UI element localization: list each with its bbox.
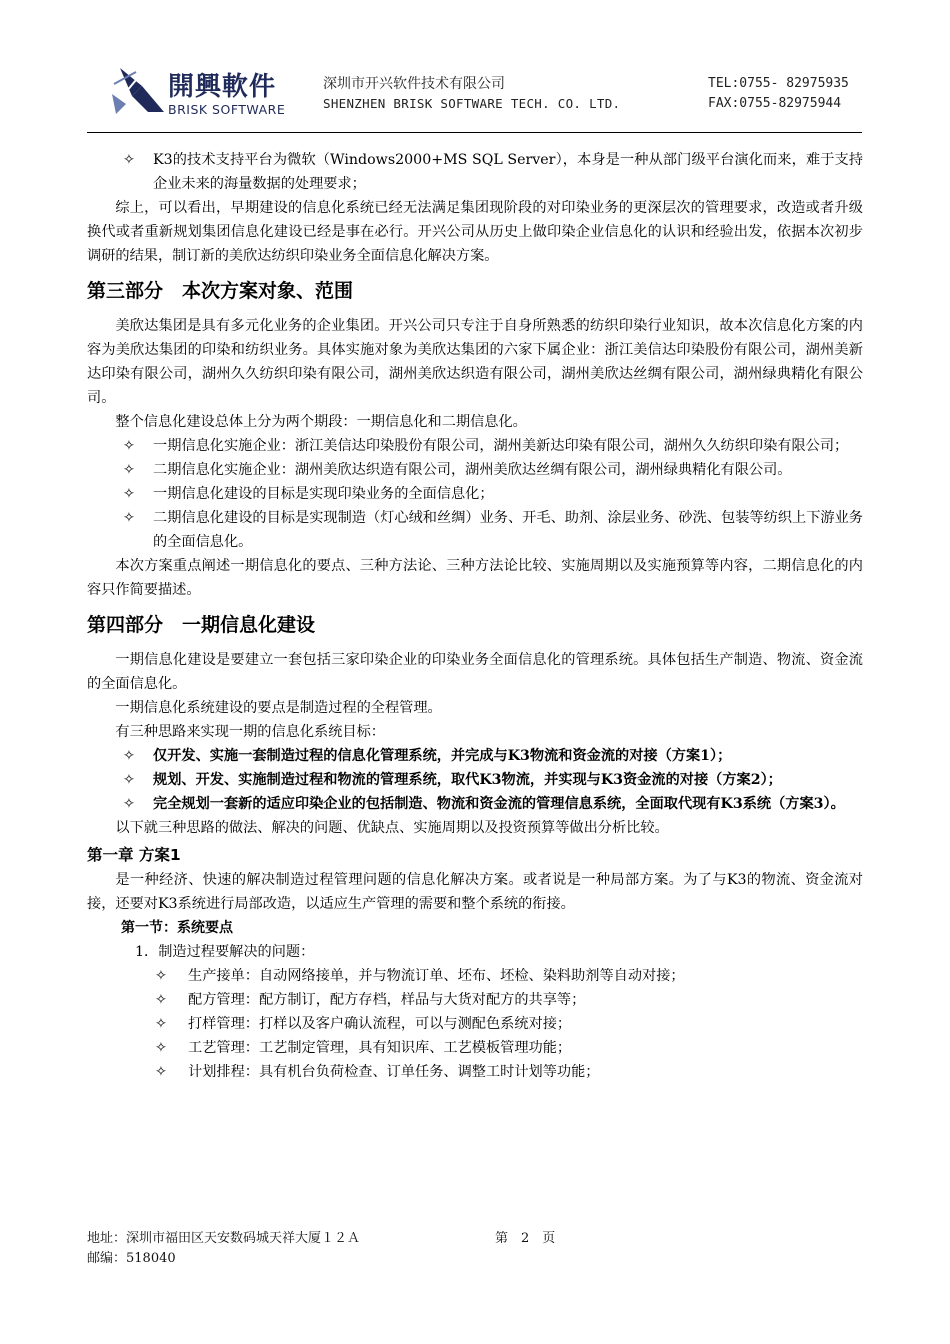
paragraph: 是一种经济、快速的解决制造过程管理问题的信息化解决方案。或者说是一种局部方案。为了与K3的物流、资金流对接，还要对K3系统进行局部改造，以适应生产管理的需要和整个系统的衔接。	[87, 872, 863, 912]
bullet-diamond-icon: ✧	[123, 462, 135, 478]
page-number: 第 2 页	[495, 1231, 556, 1246]
chapter-heading: 第一章 方案1	[87, 846, 181, 864]
bullet-item-bold: ✧ 完全规划一套新的适应印染企业的包括制造、物流和资金流的管理信息系统，全面取代现有K3系统（方案3）。	[87, 792, 863, 816]
bullet-diamond-icon: ✧	[155, 968, 167, 984]
section-heading-part3: 第三部分 本次方案对象、范围	[87, 280, 354, 302]
logo-english-name: BRISK SOFTWARE	[168, 102, 286, 117]
fax: FAX:0755-82975944	[708, 96, 842, 111]
section-heading-part4: 第四部分 一期信息化建设	[87, 614, 316, 636]
bullet-item-bold: ✧ 仅开发、实施一套制造过程的信息化管理系统，并完成与K3物流和资金流的对接（方案1）；	[87, 744, 863, 768]
paragraph: 本次方案重点阐述一期信息化的要点、三种方法论、三种方法论比较、实施周期以及实施预算等内容，二期信息化的内容只作简要描述。	[87, 558, 863, 598]
bullet-diamond-icon: ✧	[155, 1064, 167, 1080]
bullet-diamond-icon: ✧	[123, 796, 135, 812]
bullet-item: ✧ K3的技术支持平台为微软（Windows2000+MS SQL Server），本身是一种从部门级平台演化而来，难于支持企业未来的海量数据的处理要求；	[87, 148, 863, 196]
paragraph: 以下就三种思路的做法、解决的问题、优缺点、实施周期以及投资预算等做出分析比较。	[115, 820, 669, 836]
bullet-item: ✧ 二期信息化建设的目标是实现制造（灯心绒和丝绸）业务、开毛、助剂、涂层业务、砂洗、包装等纺织上下游业务的全面信息化。	[87, 506, 863, 554]
sub-bullet-item: ✧ 生产接单：自动网络接单，并与物流订单、坯布、坯检、染料助剂等自动对接；	[87, 964, 863, 988]
footer-postcode: 邮编：518040	[87, 1251, 176, 1266]
header-divider	[87, 132, 862, 133]
sub-bullet-item: ✧ 工艺管理：工艺制定管理，具有知识库、工艺模板管理功能；	[87, 1036, 863, 1060]
bullet-item: ✧ 二期信息化实施企业：湖州美欣达织造有限公司，湖州美欣达丝绸有限公司，湖州绿典精化有限公司。	[87, 458, 863, 482]
paragraph: 一期信息化系统建设的要点是制造过程的全程管理。	[115, 700, 442, 716]
logo-mark-icon	[112, 64, 166, 118]
telephone: TEL:0755- 82975935	[708, 76, 849, 91]
paragraph: 综上，可以看出，早期建设的信息化系统已经无法满足集团现阶段的对印染业务的更深层次的管理要求，改造或者升级换代或者重新规划集团信息化建设已经是事在必行。开兴公司从历史上做印染企业信息化的认识和经验出发，依据本次初步调研的结果，制订新的美欣达纺织印染业务全面信息化解决方案。	[87, 200, 863, 264]
sub-bullet-item: ✧ 打样管理：打样以及客户确认流程，可以与测配色系统对接；	[87, 1012, 863, 1036]
company-name-en: SHENZHEN BRISK SOFTWARE TECH. CO. LTD.	[323, 96, 621, 111]
numbered-item: 1．制造过程要解决的问题：	[135, 944, 315, 960]
paragraph: 美欣达集团是具有多元化业务的企业集团。开兴公司只专注于自身所熟悉的纺织印染行业知识，故本次信息化方案的内容为美欣达集团的印染和纺织业务。具体实施对象为美欣达集团的六家下属企业：浙江美信达印染股份有限公司，湖州美新达印染有限公司，湖州久久纺织印染有限公司，湖州美欣达织造有限公司，湖州美欣达丝绸有限公司，湖州绿典精化有限公司。	[87, 318, 863, 406]
bullet-item: ✧ 一期信息化实施企业：浙江美信达印染股份有限公司，湖州美新达印染有限公司，湖州久久纺织印染有限公司；	[87, 434, 863, 458]
paragraph: 有三种思路来实现一期的信息化系统目标：	[115, 724, 385, 740]
subsection-heading: 第一节：系统要点	[121, 920, 233, 936]
logo-chinese-name: 開興軟件	[168, 72, 277, 102]
bullet-item-bold: ✧ 规划、开发、实施制造过程和物流的管理系统，取代K3物流，并实现与K3资金流的对接（方案2）；	[87, 768, 863, 792]
sub-bullet-item: ✧ 计划排程：具有机台负荷检查、订单任务、调整工时计划等功能；	[87, 1060, 863, 1084]
sub-bullet-item: ✧ 配方管理：配方制订，配方存档，样品与大货对配方的共享等；	[87, 988, 863, 1012]
company-name-block	[323, 74, 620, 114]
bullet-diamond-icon: ✧	[123, 772, 135, 788]
bullet-diamond-icon: ✧	[155, 1016, 167, 1032]
bullet-diamond-icon: ✧	[123, 438, 135, 454]
bullet-diamond-icon: ✧	[123, 510, 135, 526]
footer-address: 地址：深圳市福田区天安数码城天祥大厦１２Ａ	[87, 1231, 361, 1246]
company-logo	[112, 62, 292, 124]
paragraph: 整个信息化建设总体上分为两个期段：一期信息化和二期信息化。	[115, 414, 527, 430]
contact-block	[708, 74, 849, 114]
company-name-cn: 深圳市开兴软件技术有限公司	[323, 76, 505, 92]
bullet-diamond-icon: ✧	[123, 152, 135, 168]
bullet-item: ✧ 一期信息化建设的目标是实现印染业务的全面信息化；	[87, 482, 863, 506]
bullet-diamond-icon: ✧	[123, 748, 135, 764]
footer-address-block	[87, 1229, 360, 1269]
document-body	[87, 148, 863, 1084]
bullet-diamond-icon: ✧	[123, 486, 135, 502]
bullet-diamond-icon: ✧	[155, 1040, 167, 1056]
bullet-diamond-icon: ✧	[155, 992, 167, 1008]
paragraph: 一期信息化建设是要建立一套包括三家印染企业的印染业务全面信息化的管理系统。具体包括生产制造、物流、资金流的全面信息化。	[87, 652, 863, 692]
